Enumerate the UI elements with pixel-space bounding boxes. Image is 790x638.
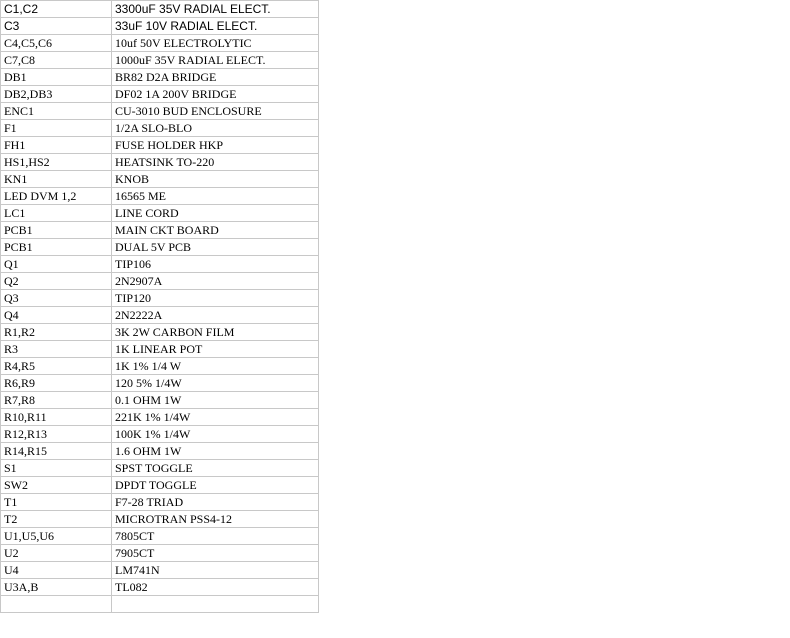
part-reference-cell[interactable]: U2 bbox=[1, 545, 112, 562]
part-reference-cell[interactable]: T1 bbox=[1, 494, 112, 511]
table-row[interactable] bbox=[1, 443, 319, 460]
table-row[interactable] bbox=[1, 511, 319, 528]
part-reference-cell[interactable]: R14,R15 bbox=[1, 443, 112, 460]
part-description-cell[interactable]: 1/2A SLO-BLO bbox=[112, 120, 319, 137]
part-reference-cell[interactable]: R10,R11 bbox=[1, 409, 112, 426]
table-row[interactable] bbox=[1, 307, 319, 324]
table-row[interactable] bbox=[1, 528, 319, 545]
part-description-cell[interactable]: FUSE HOLDER HKP bbox=[112, 137, 319, 154]
table-row[interactable] bbox=[1, 171, 319, 188]
table-row[interactable] bbox=[1, 1, 319, 18]
part-reference-cell[interactable]: DB1 bbox=[1, 69, 112, 86]
table-row[interactable] bbox=[1, 596, 319, 613]
part-reference-cell[interactable]: R1,R2 bbox=[1, 324, 112, 341]
part-description-cell[interactable]: 3K 2W CARBON FILM bbox=[112, 324, 319, 341]
part-reference-cell[interactable]: R4,R5 bbox=[1, 358, 112, 375]
part-reference-cell[interactable]: C3 bbox=[1, 18, 112, 35]
part-reference-cell[interactable]: Q1 bbox=[1, 256, 112, 273]
table-row[interactable] bbox=[1, 375, 319, 392]
table-row[interactable] bbox=[1, 103, 319, 120]
table-row[interactable] bbox=[1, 273, 319, 290]
part-description-cell[interactable]: 0.1 OHM 1W bbox=[112, 392, 319, 409]
table-row[interactable] bbox=[1, 120, 319, 137]
part-reference-cell[interactable]: SW2 bbox=[1, 477, 112, 494]
part-reference-cell[interactable]: ENC1 bbox=[1, 103, 112, 120]
table-row[interactable] bbox=[1, 52, 319, 69]
table-row[interactable] bbox=[1, 579, 319, 596]
part-description-cell[interactable]: 2N2907A bbox=[112, 273, 319, 290]
table-row[interactable] bbox=[1, 205, 319, 222]
part-description-cell[interactable]: 1.6 OHM 1W bbox=[112, 443, 319, 460]
table-row[interactable] bbox=[1, 426, 319, 443]
part-description-cell[interactable]: DUAL 5V PCB bbox=[112, 239, 319, 256]
part-description-cell[interactable]: DPDT TOGGLE bbox=[112, 477, 319, 494]
part-description-cell[interactable]: HEATSINK TO-220 bbox=[112, 154, 319, 171]
part-description-cell[interactable]: 1K 1% 1/4 W bbox=[112, 358, 319, 375]
table-row[interactable] bbox=[1, 494, 319, 511]
table-row[interactable] bbox=[1, 409, 319, 426]
part-description-cell[interactable]: 221K 1% 1/4W bbox=[112, 409, 319, 426]
part-reference-cell[interactable]: DB2,DB3 bbox=[1, 86, 112, 103]
part-reference-cell[interactable]: S1 bbox=[1, 460, 112, 477]
part-description-cell[interactable]: TIP120 bbox=[112, 290, 319, 307]
part-description-cell[interactable]: 7805CT bbox=[112, 528, 319, 545]
table-row[interactable] bbox=[1, 562, 319, 579]
part-description-cell[interactable]: MICROTRAN PSS4-12 bbox=[112, 511, 319, 528]
table-row[interactable] bbox=[1, 137, 319, 154]
part-reference-cell[interactable]: PCB1 bbox=[1, 222, 112, 239]
table-row[interactable] bbox=[1, 86, 319, 103]
part-reference-cell[interactable]: PCB1 bbox=[1, 239, 112, 256]
table-row[interactable] bbox=[1, 290, 319, 307]
part-description-cell[interactable]: 1K LINEAR POT bbox=[112, 341, 319, 358]
table-row[interactable] bbox=[1, 545, 319, 562]
part-reference-cell[interactable]: KN1 bbox=[1, 171, 112, 188]
table-row[interactable] bbox=[1, 392, 319, 409]
parts-list-body bbox=[1, 1, 319, 613]
table-row[interactable] bbox=[1, 18, 319, 35]
part-description-cell[interactable]: 16565 ME bbox=[112, 188, 319, 205]
table-row[interactable] bbox=[1, 154, 319, 171]
part-description-cell[interactable]: 10uf 50V ELECTROLYTIC bbox=[112, 35, 319, 52]
table-row[interactable] bbox=[1, 35, 319, 52]
part-reference-cell[interactable]: U4 bbox=[1, 562, 112, 579]
part-description-cell[interactable]: LM741N bbox=[112, 562, 319, 579]
part-reference-cell[interactable]: U3A,B bbox=[1, 579, 112, 596]
part-description-cell[interactable]: 100K 1% 1/4W bbox=[112, 426, 319, 443]
part-reference-cell[interactable]: R12,R13 bbox=[1, 426, 112, 443]
part-description-cell[interactable]: KNOB bbox=[112, 171, 319, 188]
table-row[interactable] bbox=[1, 188, 319, 205]
part-reference-cell[interactable]: C7,C8 bbox=[1, 52, 112, 69]
parts-list-table bbox=[0, 0, 319, 613]
part-description-cell[interactable]: 2N2222A bbox=[112, 307, 319, 324]
table-row[interactable] bbox=[1, 239, 319, 256]
part-reference-cell[interactable]: LED DVM 1,2 bbox=[1, 188, 112, 205]
part-description-cell[interactable]: 1000uF 35V RADIAL ELECT. bbox=[112, 52, 319, 69]
part-reference-cell[interactable]: FH1 bbox=[1, 137, 112, 154]
part-reference-cell[interactable]: Q3 bbox=[1, 290, 112, 307]
part-description-cell[interactable]: 120 5% 1/4W bbox=[112, 375, 319, 392]
table-row[interactable] bbox=[1, 358, 319, 375]
part-reference-cell[interactable]: R7,R8 bbox=[1, 392, 112, 409]
part-description-cell[interactable]: SPST TOGGLE bbox=[112, 460, 319, 477]
part-reference-cell[interactable]: Q2 bbox=[1, 273, 112, 290]
part-reference-cell[interactable]: C4,C5,C6 bbox=[1, 35, 112, 52]
part-description-cell[interactable]: F7-28 TRIAD bbox=[112, 494, 319, 511]
part-description-cell[interactable]: CU-3010 BUD ENCLOSURE bbox=[112, 103, 319, 120]
table-row[interactable] bbox=[1, 341, 319, 358]
part-description-cell[interactable]: BR82 D2A BRIDGE bbox=[112, 69, 319, 86]
table-row[interactable] bbox=[1, 222, 319, 239]
part-description-cell[interactable]: TIP106 bbox=[112, 256, 319, 273]
part-description-cell[interactable]: LINE CORD bbox=[112, 205, 319, 222]
part-reference-cell[interactable]: R3 bbox=[1, 341, 112, 358]
part-description-cell[interactable]: MAIN CKT BOARD bbox=[112, 222, 319, 239]
part-reference-cell[interactable]: C1,C2 bbox=[1, 1, 112, 18]
part-reference-cell[interactable]: R6,R9 bbox=[1, 375, 112, 392]
table-row[interactable] bbox=[1, 256, 319, 273]
part-description-cell[interactable]: 7905CT bbox=[112, 545, 319, 562]
part-reference-cell[interactable]: U1,U5,U6 bbox=[1, 528, 112, 545]
part-description-cell[interactable]: TL082 bbox=[112, 579, 319, 596]
table-row[interactable] bbox=[1, 460, 319, 477]
part-description-cell[interactable] bbox=[112, 596, 319, 613]
part-description-cell[interactable]: DF02 1A 200V BRIDGE bbox=[112, 86, 319, 103]
part-reference-cell[interactable]: Q4 bbox=[1, 307, 112, 324]
part-reference-cell[interactable] bbox=[1, 596, 112, 613]
part-reference-cell[interactable]: LC1 bbox=[1, 205, 112, 222]
table-row[interactable] bbox=[1, 69, 319, 86]
part-reference-cell[interactable]: HS1,HS2 bbox=[1, 154, 112, 171]
part-reference-cell[interactable]: F1 bbox=[1, 120, 112, 137]
part-description-cell[interactable]: 3300uF 35V RADIAL ELECT. bbox=[112, 1, 319, 18]
part-reference-cell[interactable]: T2 bbox=[1, 511, 112, 528]
part-description-cell[interactable]: 33uF 10V RADIAL ELECT. bbox=[112, 18, 319, 35]
table-row[interactable] bbox=[1, 324, 319, 341]
table-row[interactable] bbox=[1, 477, 319, 494]
